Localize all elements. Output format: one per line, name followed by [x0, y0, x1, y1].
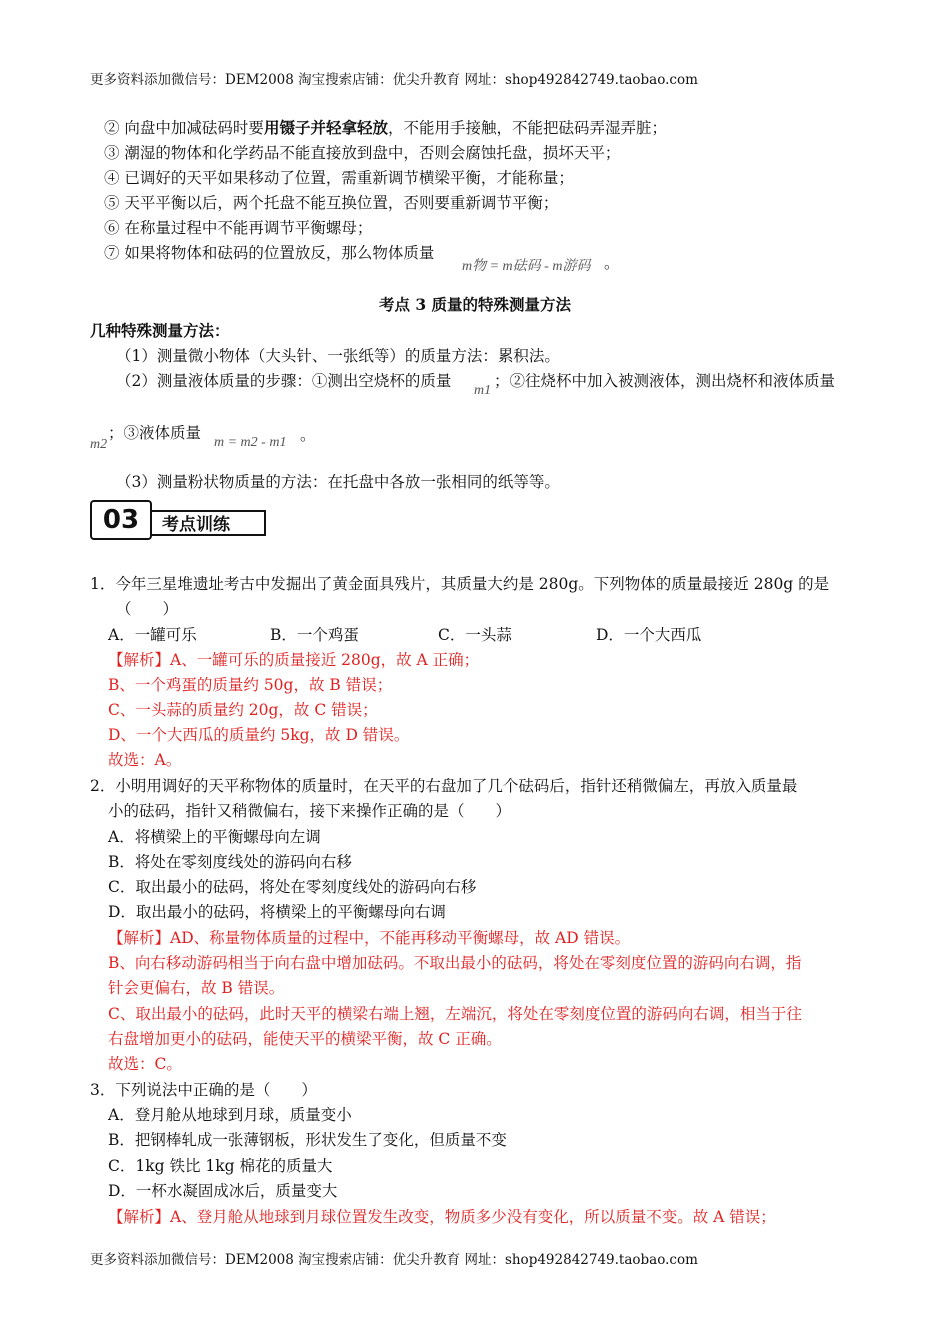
q1-option-b: B．一个鸡蛋	[270, 626, 359, 644]
q3-option-c: C．1kg 铁比 1kg 棉花的质量大	[108, 1157, 333, 1175]
note-3: ③ 潮湿的物体和化学药品不能直接放到盘中，否则会腐蚀托盘，损坏天平；	[104, 144, 621, 162]
q3-option-a: A．登月舱从地球到月球，质量变小	[108, 1106, 352, 1124]
section-title: 考点 3 质量的特殊测量方法	[378, 295, 572, 314]
q2-stem-2: 小的砝码，指针又稍微偏右，接下来操作正确的是（ ）	[108, 802, 512, 820]
q2-explanation-3a: C、取出最小的砝码，此时天平的横梁右端上翘，左端沉，将处在零刻度位置的游码向右调，相当于往	[108, 1005, 802, 1023]
page-footer: 更多资料添加微信号：DEM2008 淘宝搜索店铺：优尖升教育 网址：shop492842749.taobao.com	[90, 1252, 698, 1268]
method-1: （1）测量微小物体（大头针、一张纸等）的质量方法：累积法。	[116, 347, 560, 365]
note-4: ④ 已调好的天平如果移动了位置，需重新调节横梁平衡，才能称量；	[104, 169, 574, 187]
note-2-bold: 用镊子并轻拿轻放	[263, 118, 388, 137]
note-6: ⑥ 在称量过程中不能再调节平衡螺母；	[104, 219, 373, 237]
q2-explanation-2b: 针会更偏右，故 B 错误。	[108, 979, 285, 997]
q1-option-a: A．一罐可乐	[108, 626, 197, 644]
q2-option-b: B．将处在零刻度线处的游码向右移	[108, 853, 352, 871]
method-2b: ；②往烧杯中加入被测液体，测出烧杯和液体质量	[494, 372, 836, 390]
q2-option-c: C．取出最小的砝码，将处在零刻度线处的游码向右移	[108, 878, 477, 896]
page-header: 更多资料添加微信号：DEM2008 淘宝搜索店铺：优尖升教育 网址：shop492842749.taobao.com	[90, 72, 698, 88]
note-2-pre: ② 向盘中加减砝码时要	[104, 119, 264, 137]
q2-explanation-2a: B、向右移动游码相当于向右盘中增加砝码。不取出最小的砝码，将处在零刻度位置的游码向右调，指	[108, 954, 802, 972]
section-badge	[90, 500, 268, 538]
badge-label: 考点训练	[148, 510, 266, 536]
method-2-m2: m2	[90, 437, 108, 452]
q2-answer: 故选：C。	[108, 1055, 182, 1073]
method-2c: ；③液体质量	[108, 424, 202, 442]
note-7-formula: m物 = m砝码 - m游码	[462, 259, 591, 274]
q2-explanation-3b: 右盘增加更小的砝码，能使天平的横梁平衡，故 C 正确。	[108, 1030, 502, 1048]
q2-explanation-1: 【解析】AD、称量物体质量的过程中，不能再移动平衡螺母，故 AD 错误。	[108, 929, 631, 947]
q1-explanation-4: D、一个大西瓜的质量约 5kg，故 D 错误。	[108, 726, 410, 744]
method-2a: （2）测量液体质量的步骤：①测出空烧杯的质量	[116, 372, 452, 390]
q1-explanation-1: 【解析】A、一罐可乐的质量接近 280g，故 A 正确；	[108, 651, 480, 669]
q2-option-a: A．将横梁上的平衡螺母向左调	[108, 828, 321, 846]
note-7: ⑦ 如果将物体和砝码的位置放反，那么物体质量	[104, 244, 435, 262]
method-3: （3）测量粉状物质量的方法：在托盘中各放一张相同的纸等等。	[116, 473, 560, 491]
method-2-formula: m = m2 - m1	[214, 435, 287, 450]
q1-explanation-2: B、一个鸡蛋的质量约 50g，故 B 错误；	[108, 676, 393, 694]
badge-number: 03	[90, 500, 152, 540]
q1-answer: 故选：A。	[108, 751, 182, 769]
q3-stem: 3．下列说法中正确的是（ ）	[90, 1081, 317, 1099]
q1-option-d: D．一个大西瓜	[596, 626, 702, 644]
note-5: ⑤ 天平平衡以后，两个托盘不能互换位置，否则要重新调节平衡；	[104, 194, 559, 212]
q1-paren: （ ）	[116, 600, 179, 618]
section-subtitle: 几种特殊测量方法：	[90, 321, 230, 340]
q1-option-c: C．一头蒜	[438, 626, 512, 644]
q2-stem-1: 2．小明用调好的天平称物体的质量时，在天平的右盘加了几个砝码后，指针还稍微偏左，再放入质量最	[90, 777, 798, 795]
q3-option-d: D．一杯水凝固成冰后，质量变大	[108, 1182, 338, 1200]
q1-explanation-3: C、一头蒜的质量约 20g，故 C 错误；	[108, 701, 378, 719]
q3-explanation-1: 【解析】A、登月舱从地球到月球位置发生改变，物质多少没有变化，所以质量不变。故 A 错误；	[108, 1208, 776, 1226]
q3-option-b: B．把钢棒轧成一张薄钢板，形状发生了变化，但质量不变	[108, 1131, 507, 1149]
method-2-m1: m1	[474, 383, 492, 398]
note-7-end: 。	[604, 254, 620, 272]
note-2	[104, 117, 667, 139]
method-2-end: 。	[300, 426, 316, 444]
q2-option-d: D．取出最小的砝码，将横梁上的平衡螺母向右调	[108, 903, 446, 921]
note-2-post: ，不能用手接触，不能把砝码弄湿弄脏；	[387, 119, 667, 137]
q1-stem: 1．今年三星堆遗址考古中发掘出了黄金面具残片，其质量大约是 280g。下列物体的质量最接近 280g 的是	[90, 575, 830, 593]
